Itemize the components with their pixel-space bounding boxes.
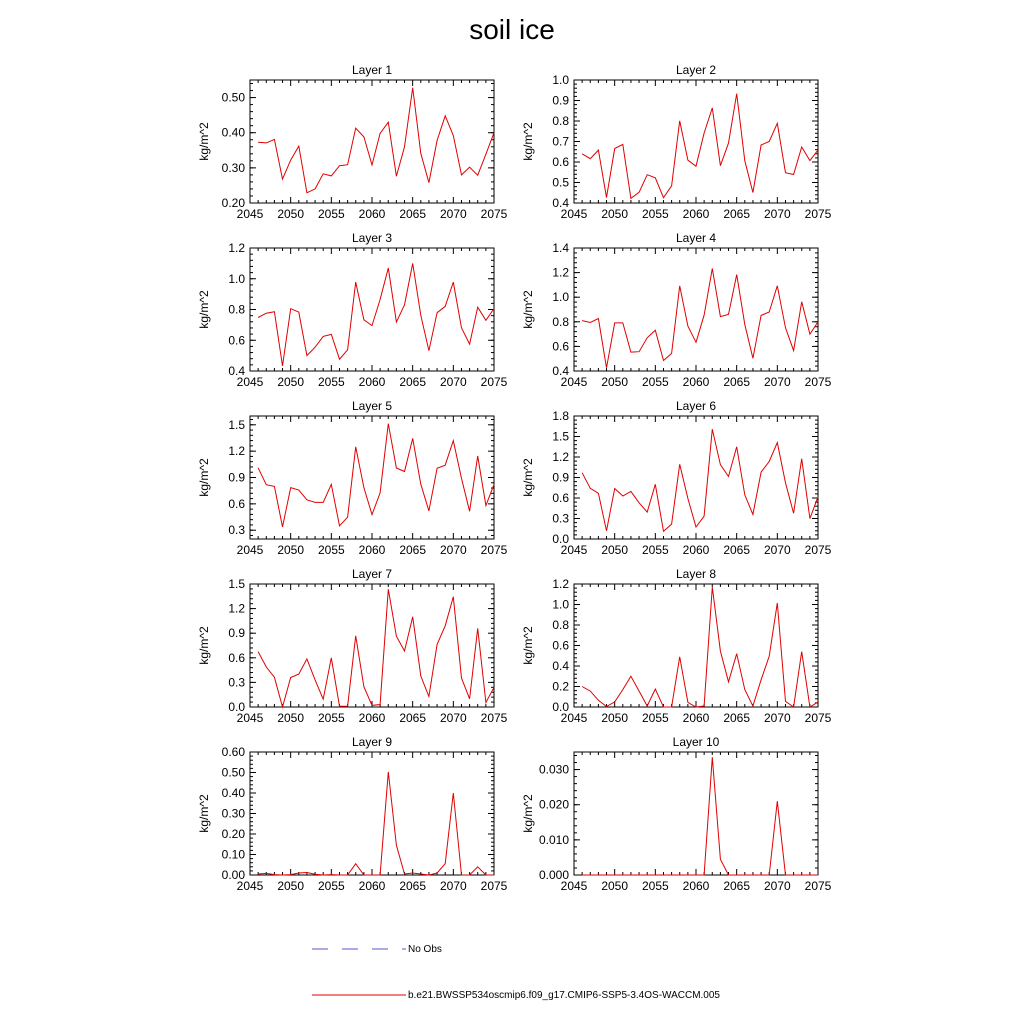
x-tick-label: 2060: [682, 711, 710, 725]
y-tick-label: 0.4: [552, 196, 569, 210]
panel-title: Layer 1: [351, 63, 393, 77]
y-tick-label: 0.010: [538, 832, 569, 847]
x-tick-label: 2050: [601, 207, 629, 221]
x-tick-label: 2060: [358, 207, 386, 221]
plot-frame: [574, 416, 818, 539]
x-tick-label: 2055: [641, 711, 669, 725]
y-tick-label: 0.020: [538, 797, 569, 812]
x-tick-label: 2045: [236, 879, 264, 893]
y-tick-label: 1.0: [552, 290, 569, 305]
y-tick-label: 0.3: [228, 675, 245, 690]
x-tick-label: 2050: [601, 375, 629, 389]
plot-frame: [250, 248, 494, 371]
series-line: [582, 757, 818, 875]
x-tick-label: 2060: [358, 543, 386, 557]
plot-frame: [574, 584, 818, 707]
y-tick-label: 1.2: [552, 450, 569, 464]
x-tick-label: 2055: [641, 207, 669, 221]
x-tick-label: 2045: [560, 711, 588, 725]
x-tick-label: 2060: [682, 543, 710, 557]
plot-frame: [574, 80, 818, 203]
y-tick-label: 0.0: [228, 700, 245, 714]
series-line: [582, 587, 818, 707]
y-tick-label: 0.20: [221, 827, 245, 841]
y-tick-label: 0.40: [221, 786, 245, 800]
y-tick-label: 0.9: [228, 470, 245, 485]
y-tick-label: 0.8: [552, 618, 569, 632]
plot-frame: [250, 416, 494, 539]
x-tick-label: 2045: [560, 375, 588, 389]
panel-title: Layer 5: [351, 399, 393, 413]
x-tick-label: 2075: [480, 543, 508, 557]
x-tick-label: 2075: [480, 879, 508, 893]
y-tick-label: 0.8: [552, 114, 569, 128]
x-tick-label: 2050: [601, 711, 629, 725]
x-tick-label: 2045: [236, 543, 264, 557]
y-tick-label: 0.6: [552, 638, 569, 653]
x-tick-label: 2060: [682, 879, 710, 893]
y-tick-label: 0.4: [552, 659, 569, 673]
x-tick-label: 2055: [317, 543, 345, 557]
x-tick-label: 2065: [723, 375, 751, 389]
y-tick-label: 1.0: [552, 597, 569, 612]
panel-title: Layer 10: [672, 735, 720, 749]
x-tick-label: 2055: [317, 207, 345, 221]
panel-layer-1: [197, 63, 508, 221]
x-tick-label: 2045: [236, 207, 264, 221]
x-tick-label: 2065: [399, 543, 427, 557]
y-axis-label: kg/m^2: [197, 122, 211, 161]
series-line: [258, 424, 494, 527]
plot-frame: [574, 248, 818, 371]
y-axis-label: kg/m^2: [521, 290, 535, 329]
y-tick-label: 1.5: [228, 417, 245, 432]
x-tick-label: 2070: [439, 879, 467, 893]
y-axis-label: kg/m^2: [197, 458, 211, 497]
x-tick-label: 2075: [804, 207, 832, 221]
plot-frame: [574, 752, 818, 875]
y-tick-label: 0.2: [552, 679, 569, 694]
x-tick-label: 2055: [641, 375, 669, 389]
x-tick-label: 2075: [480, 207, 508, 221]
x-tick-label: 2060: [358, 879, 386, 893]
x-tick-label: 2070: [763, 375, 791, 389]
y-tick-label: 0.4: [228, 364, 245, 378]
y-axis-label: kg/m^2: [197, 794, 211, 833]
x-tick-label: 2070: [763, 879, 791, 893]
x-tick-label: 2065: [399, 375, 427, 389]
legend-obs-label: No Obs: [408, 944, 442, 955]
y-tick-label: 0.5: [552, 175, 569, 190]
x-tick-label: 2075: [480, 375, 508, 389]
x-tick-label: 2065: [723, 207, 751, 221]
panel-layer-5: [197, 399, 508, 557]
y-tick-label: 0.030: [538, 762, 569, 777]
x-tick-label: 2055: [317, 375, 345, 389]
x-tick-label: 2050: [277, 207, 305, 221]
y-tick-label: 1.2: [228, 601, 245, 616]
y-tick-label: 0.3: [552, 511, 569, 526]
y-tick-label: 1.2: [228, 444, 245, 459]
panel-layer-3: [197, 231, 508, 389]
x-tick-label: 2045: [560, 543, 588, 557]
x-tick-label: 2045: [560, 879, 588, 893]
y-tick-label: 0.50: [221, 765, 245, 780]
y-tick-label: 0.30: [221, 160, 245, 175]
y-tick-label: 1.0: [552, 73, 569, 87]
y-tick-label: 0.10: [221, 847, 245, 862]
y-tick-label: 0.6: [228, 650, 245, 665]
panel-title: Layer 7: [351, 567, 393, 581]
x-tick-label: 2050: [601, 543, 629, 557]
y-tick-label: 1.0: [228, 271, 245, 286]
y-tick-label: 0.7: [552, 134, 569, 149]
x-tick-label: 2070: [763, 543, 791, 557]
y-tick-label: 0.60: [221, 745, 245, 759]
y-axis-label: kg/m^2: [197, 626, 211, 665]
x-tick-label: 2065: [399, 711, 427, 725]
series-line: [258, 263, 494, 366]
y-tick-label: 1.2: [552, 265, 569, 280]
y-tick-label: 0.50: [221, 90, 245, 105]
series-line: [258, 589, 494, 707]
y-tick-label: 1.5: [552, 429, 569, 444]
x-tick-label: 2070: [763, 711, 791, 725]
panel-title: Layer 4: [675, 231, 717, 245]
panel-layer-7: [197, 567, 508, 725]
series-line: [582, 429, 818, 531]
y-tick-label: 0.9: [552, 93, 569, 108]
series-line: [582, 268, 818, 367]
y-tick-label: 0.8: [228, 302, 245, 317]
x-tick-label: 2070: [439, 543, 467, 557]
x-tick-label: 2070: [439, 207, 467, 221]
x-tick-label: 2065: [399, 207, 427, 221]
x-tick-label: 2045: [236, 711, 264, 725]
x-tick-label: 2075: [804, 879, 832, 893]
series-line: [258, 772, 494, 875]
x-tick-label: 2055: [317, 711, 345, 725]
panel-title: Layer 3: [351, 231, 393, 245]
x-tick-label: 2050: [277, 879, 305, 893]
x-tick-label: 2045: [236, 375, 264, 389]
y-tick-label: 1.2: [552, 577, 569, 591]
y-tick-label: 1.4: [552, 241, 569, 255]
x-tick-label: 2060: [358, 711, 386, 725]
y-tick-label: 0.6: [552, 155, 569, 169]
panel-layer-9: [197, 735, 508, 893]
plot-frame: [250, 752, 494, 875]
x-tick-label: 2070: [439, 375, 467, 389]
y-tick-label: 1.5: [228, 577, 245, 591]
panel-title: Layer 2: [675, 63, 717, 77]
y-tick-label: 0.9: [552, 470, 569, 485]
x-tick-label: 2065: [723, 711, 751, 725]
x-tick-label: 2055: [317, 879, 345, 893]
legend-obs-line: [310, 944, 410, 954]
plot-frame: [250, 584, 494, 707]
y-tick-label: 0.3: [228, 523, 245, 538]
y-axis-label: kg/m^2: [197, 290, 211, 329]
x-tick-label: 2050: [277, 711, 305, 725]
x-tick-label: 2050: [277, 543, 305, 557]
x-tick-label: 2070: [439, 711, 467, 725]
y-tick-label: 0.6: [228, 496, 245, 511]
x-tick-label: 2070: [763, 207, 791, 221]
x-tick-label: 2060: [682, 375, 710, 389]
x-tick-label: 2075: [804, 543, 832, 557]
y-axis-label: kg/m^2: [521, 458, 535, 497]
x-tick-label: 2055: [641, 543, 669, 557]
panel-layer-8: [521, 567, 832, 725]
x-tick-label: 2065: [723, 543, 751, 557]
y-tick-label: 0.6: [552, 491, 569, 505]
legend-model-label: b.e21.BWSSP534oscmip6.f09_g17.CMIP6-SSP5-3.4OS-WACCM.005: [408, 990, 720, 1001]
panel-title: Layer 8: [675, 567, 717, 581]
legend-model-line: [310, 990, 410, 1000]
y-tick-label: 0.9: [228, 626, 245, 641]
y-tick-label: 0.00: [221, 868, 245, 882]
plot-frame: [250, 80, 494, 203]
y-tick-label: 0.6: [228, 333, 245, 348]
series-line: [258, 88, 494, 193]
series-line: [582, 94, 818, 199]
panel-layer-4: [521, 231, 832, 389]
x-tick-label: 2060: [358, 375, 386, 389]
x-tick-label: 2065: [723, 879, 751, 893]
panel-layer-6: [521, 399, 832, 557]
y-tick-label: 0.6: [552, 339, 569, 354]
x-tick-label: 2050: [277, 375, 305, 389]
y-tick-label: 0.8: [552, 314, 569, 329]
y-tick-label: 0.000: [538, 868, 569, 882]
y-axis-label: kg/m^2: [521, 122, 535, 161]
y-tick-label: 0.4: [552, 364, 569, 378]
page-title: soil ice: [469, 14, 555, 45]
x-tick-label: 2075: [480, 711, 508, 725]
y-tick-label: 0.0: [552, 700, 569, 714]
x-tick-label: 2055: [641, 879, 669, 893]
y-tick-label: 1.2: [228, 241, 245, 255]
y-tick-label: 0.0: [552, 532, 569, 546]
panel-layer-2: [521, 63, 832, 221]
y-tick-label: 0.40: [221, 125, 245, 140]
y-axis-label: kg/m^2: [521, 626, 535, 665]
x-tick-label: 2075: [804, 711, 832, 725]
x-tick-label: 2045: [560, 207, 588, 221]
y-tick-label: 0.30: [221, 806, 245, 821]
x-tick-label: 2065: [399, 879, 427, 893]
x-tick-label: 2060: [682, 207, 710, 221]
panel-title: Layer 6: [675, 399, 717, 413]
x-tick-label: 2075: [804, 375, 832, 389]
panel-layer-10: [521, 735, 832, 893]
panel-title: Layer 9: [351, 735, 393, 749]
y-axis-label: kg/m^2: [521, 794, 535, 833]
y-tick-label: 0.20: [221, 196, 245, 210]
x-tick-label: 2050: [601, 879, 629, 893]
y-tick-label: 1.8: [552, 409, 569, 423]
